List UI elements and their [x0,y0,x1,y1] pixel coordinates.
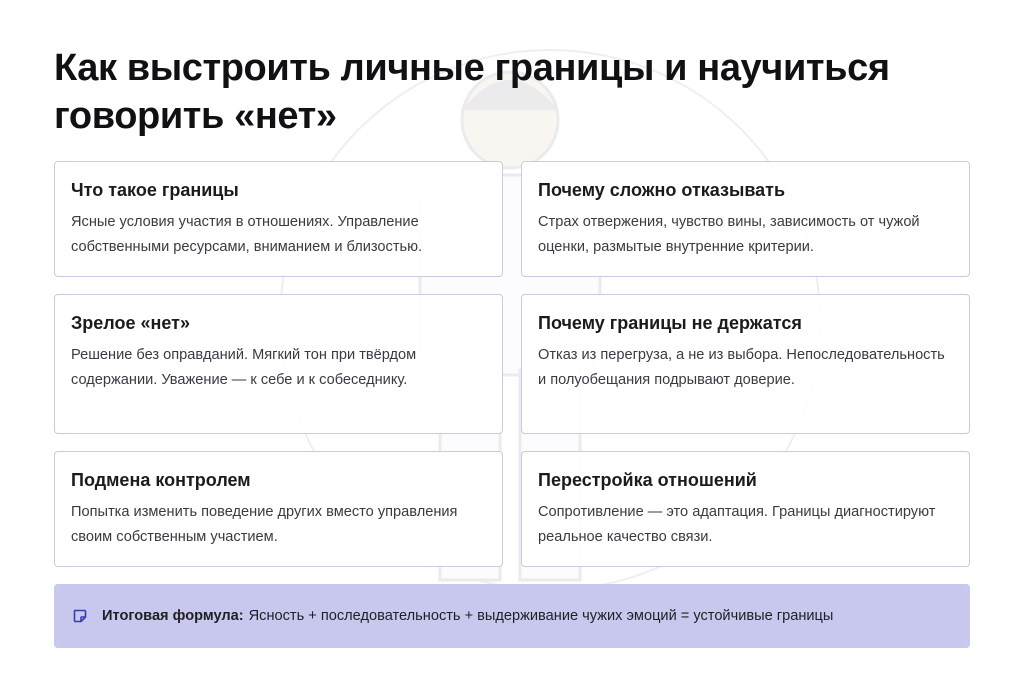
card-text: Отказ из перегруза, а не из выбора. Непоследовательность и полуобещания подрывают доверие. [538,347,945,388]
card-text: Сопротивление — это адаптация. Границы диагностируют реальное качество связи. [538,504,936,545]
summary-banner [54,584,970,648]
summary-text: Ясность + последовательность + выдерживание чужих эмоций = устойчивые границы [248,608,834,624]
card-title: Перестройка отношений [538,470,757,490]
page-title: Как выстроить личные границы и научиться говорить «нет» [54,47,890,137]
card-text: Решение без оправданий. Мягкий тон при твёрдом содержании. Уважение — к себе и к собеседнику. [71,347,417,388]
card-text: Ясные условия участия в отношениях. Управление собственными ресурсами, вниманием и близостью. [71,214,423,255]
card-relationship-rebuild [521,451,970,567]
card-title: Зрелое «нет» [71,313,190,333]
card-why-boundaries-fail [521,294,970,434]
card-control-substitution [54,451,503,567]
card-mature-no [54,294,503,434]
card-title: Почему границы не держатся [538,313,802,333]
card-title: Что такое границы [71,180,239,200]
card-text: Попытка изменить поведение других вместо управления своим собственным участием. [71,504,458,545]
summary-label: Итоговая формула: [102,608,244,624]
card-why-hard-to-refuse [521,161,970,277]
card-title: Почему сложно отказывать [538,180,786,200]
card-what-are-boundaries [54,161,503,277]
cards-grid [54,161,970,567]
card-title: Подмена контролем [71,470,251,490]
card-text: Страх отвержения, чувство вины, зависимость от чужой оценки, размытые внутренние критерии. [538,214,920,255]
note-icon [72,608,88,624]
